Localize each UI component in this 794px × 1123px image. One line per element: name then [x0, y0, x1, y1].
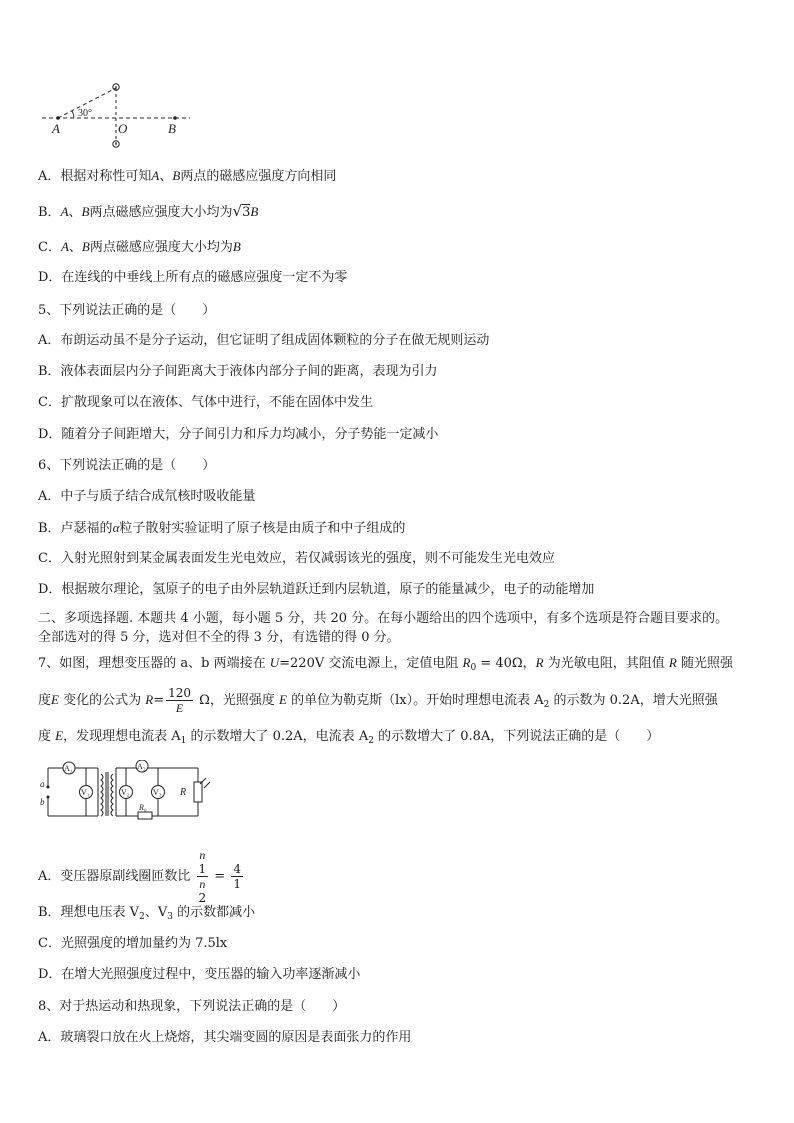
q4-option-d: D．在连线的中垂线上所有点的磁感应强度一定不为零	[38, 270, 348, 285]
voltmeter-v2-label: V₂	[121, 788, 130, 797]
voltmeter-v1-label: V₁	[81, 788, 90, 797]
point-b-label: B	[168, 121, 176, 136]
q7-option-a: A．变压器原副线圈匝数比 n 1 n 2 = $\frac{4}{1}$	[38, 848, 241, 905]
r-formula-fraction: $\frac{120}{E}$	[168, 686, 191, 715]
angle-label: 30°	[78, 108, 92, 119]
terminal-a-label: a	[40, 779, 45, 789]
q4-option-a: A．根据对称性可知A、B两点的磁感应强度方向相同	[38, 168, 337, 184]
section2-line1: 二、多项选择题. 本题共 4 小题，每小题 5 分，共 20 分。在每小题给出的四个选项中，有多个选项是符合题目要求的。	[38, 611, 729, 626]
q5-option-d: D．随着分子间距增大，分子间引力和斥力均减小，分子势能一定减小	[38, 427, 439, 442]
q8-option-a: A．玻璃裂口放在火上烧熔，其尖端变圆的原因是表面张力的作用	[38, 1030, 412, 1045]
resistor-r0-label: R₀	[139, 803, 147, 812]
point-a-label: A	[52, 121, 60, 136]
q6-option-c: C．入射光照射到某金属表面发生光电效应，若仅减弱该光的强度，则不可能发生光电效应	[38, 551, 555, 566]
q4-option-c: C．A、B两点磁感应强度大小均为B	[38, 239, 241, 255]
q7-option-b: B．理想电压表 $V_2$、$V_3$ 的示数都减小	[38, 905, 256, 922]
resistor-r-label: R	[180, 787, 187, 798]
q6-option-d: D．根据玻尔理论，氢原子的电子由外层轨道跃迁到内层轨道，原子的能量减少，电子的动能增加	[38, 582, 595, 597]
q5-option-a: A．布朗运动虽不是分子运动，但它证明了组成固体颗粒的分子在做无规则运动	[38, 333, 490, 348]
q5-option-b: B．液体表面层内分子间距离大于液体内部分子间的距离，表现为引力	[38, 364, 438, 379]
q6-option-b: B．卢瑟福的α粒子散射实验证明了原子核是由质子和中子组成的	[38, 520, 406, 536]
ammeter-a1-label: A₁	[64, 764, 73, 773]
q7-stem-line3: 度 E，发现理想电流表 $A_1$ 的示数增大了 0.2A，电流表 $A_2$ 的示数增大了 0.8A，下列说法正确的是（ ）	[38, 728, 660, 746]
magnetic-field-figure	[38, 80, 198, 152]
transformer-circuit-figure	[38, 760, 214, 824]
point-o-label: O	[118, 121, 128, 136]
q5-option-c: C．扩散现象可以在液体、气体中进行，不能在固体中发生	[38, 395, 373, 410]
turns-ratio-lhs: n 1 n 2	[198, 848, 207, 905]
q7-stem-line1: 7、如图，理想变压器的 a、b 两端接在 U=220V 交流电源上，定值电阻 $R_0 = 40\Omega$，R 为光敏电阻，其阻值 R 随光照强	[38, 655, 733, 673]
q7-option-d: D．在增大光照强度过程中，变压器的输入功率逐渐减小	[38, 967, 361, 982]
ammeter-a2-label: A₂	[137, 762, 146, 771]
section2-line2: 全部选对的得 5 分，选对但不全的得 3 分，有选错的得 0 分。	[38, 630, 400, 645]
q5-stem: 5、下列说法正确的是（ ）	[38, 303, 216, 318]
q8-stem: 8、对于热运动和热现象，下列说法正确的是（ ）	[38, 999, 346, 1014]
q4-option-b: B．A、B两点磁感应强度大小均为√3B	[38, 202, 259, 220]
voltmeter-v3-label: V₃	[153, 788, 162, 797]
q6-option-a: A．中子与质子结合成氘核时吸收能量	[38, 489, 256, 504]
q7-option-c: C．光照强度的增加量约为 7.5lx	[38, 936, 228, 951]
terminal-b-label: b	[40, 797, 45, 807]
turns-ratio-rhs: $\frac{4}{1}$	[233, 862, 241, 891]
q6-stem: 6、下列说法正确的是（ ）	[38, 458, 216, 473]
q7-stem-line2: 度E 变化的公式为 R= $\frac{120}{E}$ Ω，光照强度 E 的单位为勒克斯（lx）。开始时理想电流表 $A_2$ 的示数为 0.2A，增大光照强	[38, 686, 718, 715]
